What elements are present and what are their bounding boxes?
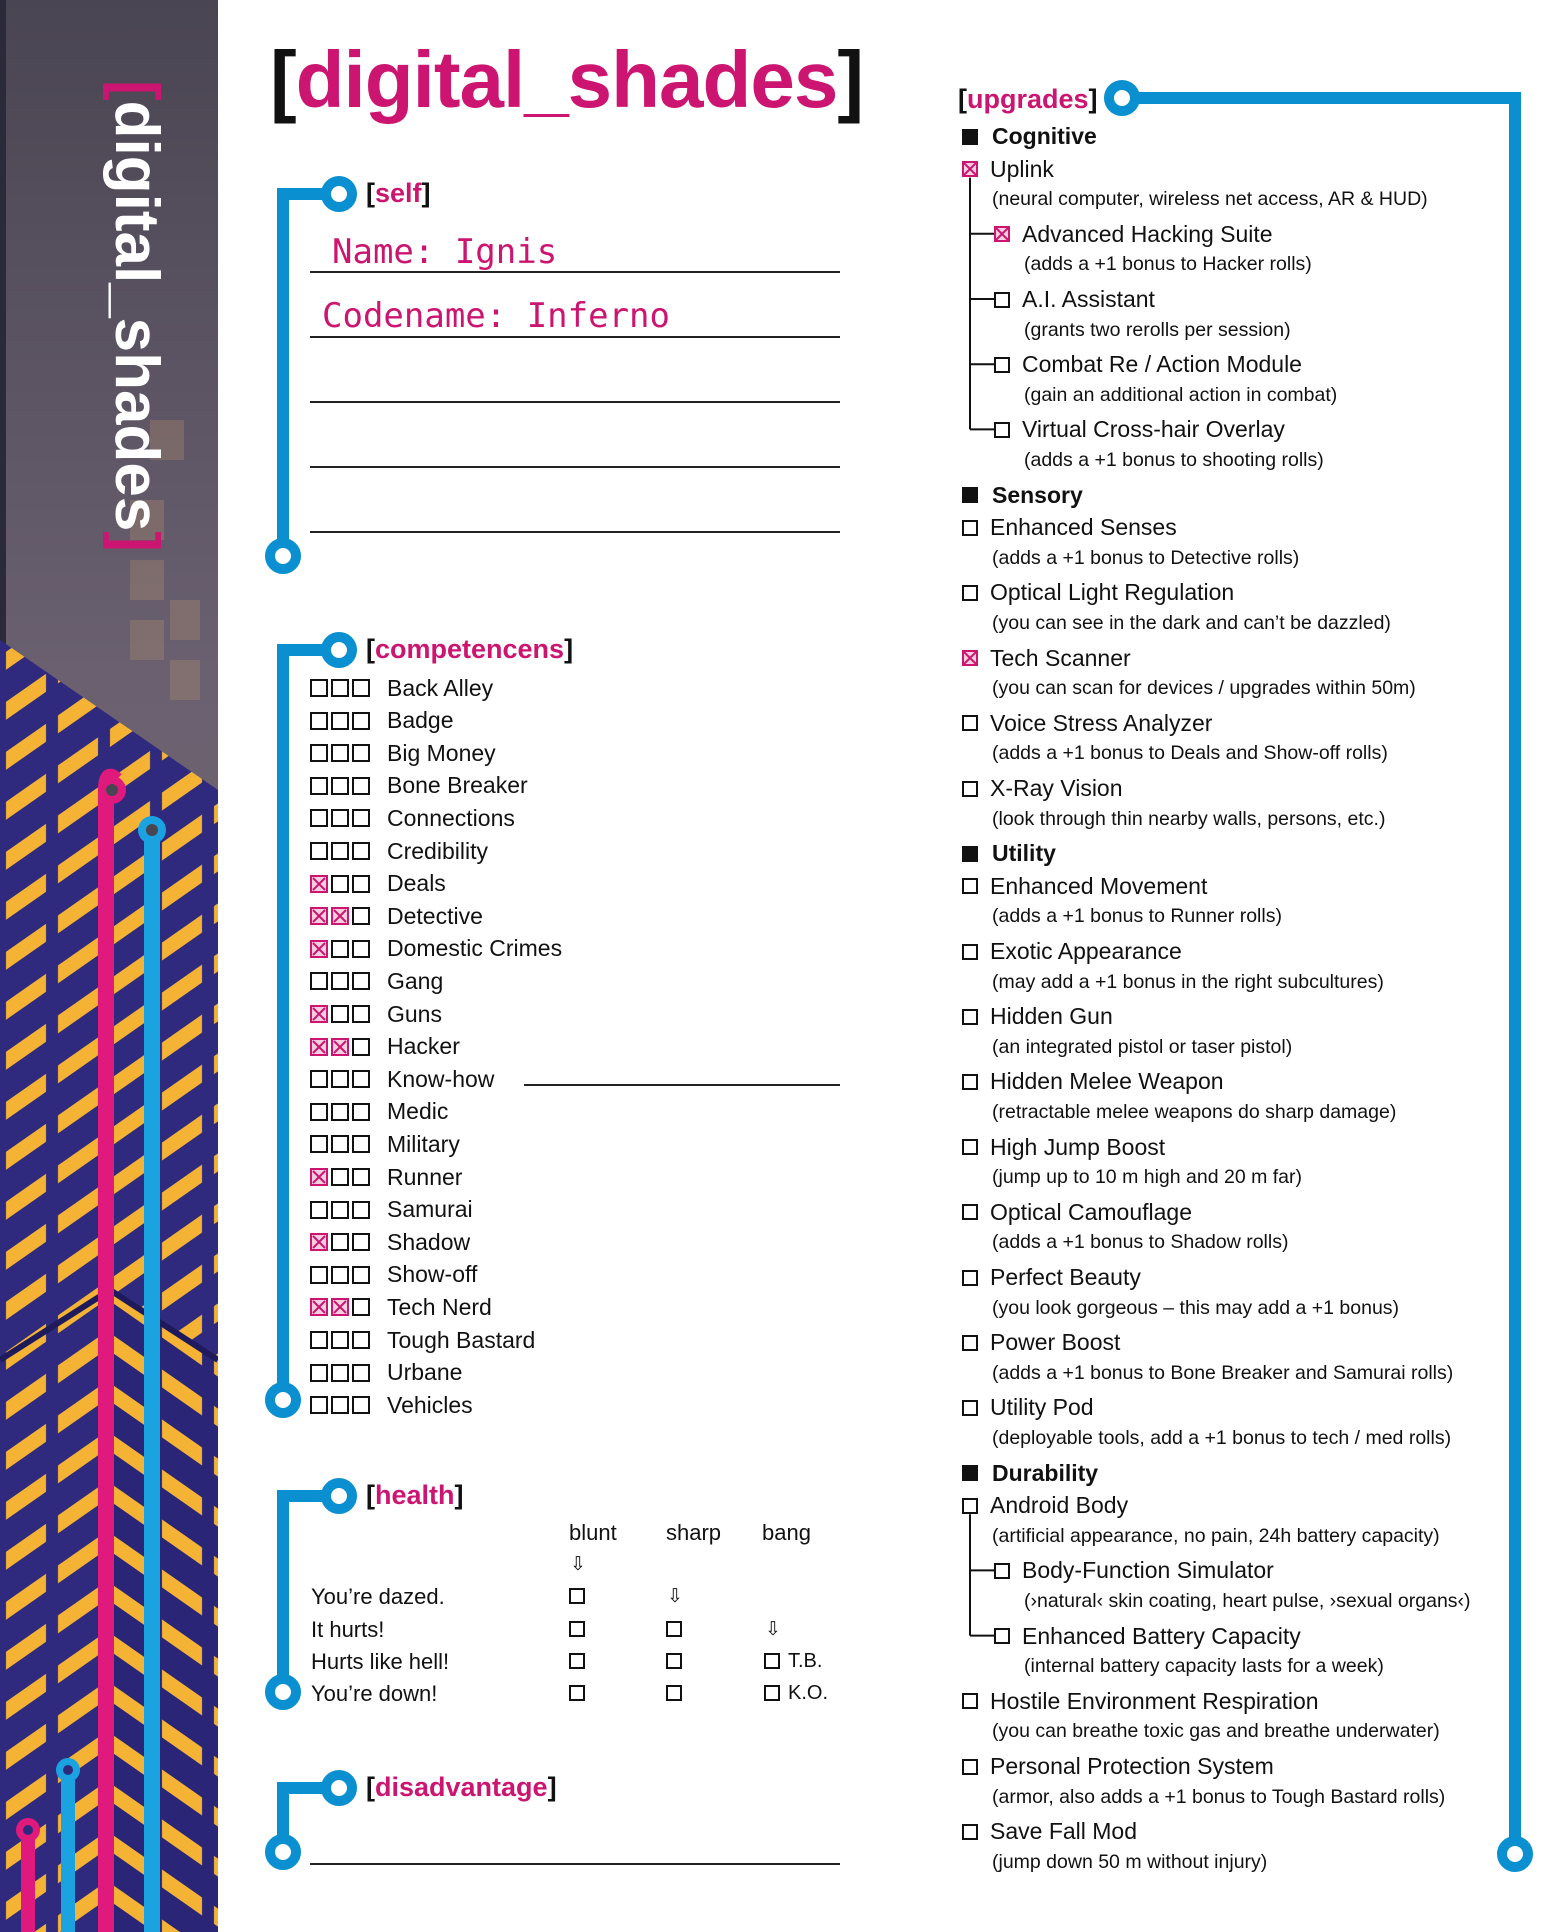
competence-label: Guns: [387, 1000, 442, 1027]
upgrade-label: Virtual Cross-hair Overlay: [1022, 416, 1285, 443]
upgrade-label: Optical Light Regulation: [990, 579, 1235, 606]
upgrade-label: Advanced Hacking Suite: [1022, 220, 1273, 247]
heading-bracket-open: [: [366, 1480, 375, 1510]
health-column-sharp: sharp: [666, 1520, 722, 1545]
upgrade-description: (grants two rerolls per session): [1024, 318, 1291, 341]
competence-label: Urbane: [387, 1359, 463, 1386]
upgrade-label: Voice Stress Analyzer: [990, 709, 1213, 736]
upgrade-description: (adds a +1 bonus to Deals and Show-off rolls): [992, 742, 1388, 765]
upgrade-description: (adds a +1 bonus to Shadow rolls): [992, 1231, 1289, 1254]
category-label: Sensory: [992, 481, 1083, 508]
upgrade-description: (adds a +1 bonus to Bone Breaker and Samurai rolls): [992, 1361, 1454, 1384]
upgrade-label: Combat Re / Action Module: [1022, 351, 1302, 378]
upgrade-label: Uplink: [990, 155, 1054, 182]
tb-label: T.B.: [788, 1650, 823, 1672]
down-arrow-icon: ⇩: [570, 1554, 586, 1575]
upgrade-label: Body-Function Simulator: [1022, 1557, 1274, 1584]
heading-bracket-open: [: [366, 634, 375, 664]
down-arrow-icon: ⇩: [667, 1586, 683, 1607]
upgrade-description: (an integrated pistol or taser pistol): [992, 1035, 1293, 1058]
heading-text: disadvantage: [375, 1772, 548, 1802]
upgrade-description: (look through thin nearby walls, persons, etc.): [992, 807, 1386, 830]
upgrade-description: (adds a +1 bonus to Runner rolls): [992, 905, 1282, 928]
competence-label: Military: [387, 1130, 460, 1157]
competence-label: Credibility: [387, 837, 488, 864]
heading-bracket-close: ]: [547, 1772, 557, 1802]
heading-bracket-close: ]: [564, 634, 574, 664]
upgrade-label: Hidden Melee Weapon: [990, 1068, 1224, 1095]
upgrade-label: Utility Pod: [990, 1394, 1094, 1421]
health-row-label: You’re dazed.: [311, 1584, 445, 1609]
competence-label: Domestic Crimes: [387, 935, 563, 962]
upgrade-label: Personal Protection System: [990, 1753, 1274, 1779]
competence-label: Shadow: [387, 1228, 471, 1255]
upgrade-label: Perfect Beauty: [990, 1264, 1141, 1290]
heading-text: self: [375, 178, 422, 208]
competence-label: Tough Bastard: [387, 1326, 536, 1353]
competence-label: Big Money: [387, 739, 496, 766]
upgrade-description: (may add a +1 bonus in the right subcultures): [992, 970, 1384, 993]
upgrade-description: (deployable tools, add a +1 bonus to tech / med rolls): [992, 1427, 1452, 1449]
category-label: Durability: [992, 1459, 1099, 1486]
competence-label: Know-how: [387, 1065, 495, 1092]
sidebar-title-title-open: [: [102, 80, 171, 101]
category-label: Cognitive: [992, 123, 1097, 149]
competence-label: Samurai: [387, 1196, 473, 1223]
upgrade-description: (you look gorgeous – this may add a +1 bonus): [992, 1296, 1400, 1319]
competence-label: Detective: [387, 902, 483, 929]
competence-label: Show-off: [387, 1261, 478, 1288]
upgrade-description: (you can scan for devices / upgrades within 50m): [992, 677, 1416, 700]
title-bracket-close: ]: [837, 35, 864, 124]
heading-text: upgrades: [967, 84, 1089, 114]
upgrade-description: (adds a +1 bonus to Hacker rolls): [1024, 253, 1312, 276]
competence-label: Connections: [387, 804, 515, 831]
upgrade-description: (armor, also adds a +1 bonus to Tough Bastard rolls): [992, 1785, 1446, 1808]
upgrade-description: (artificial appearance, no pain, 24h battery capacity): [992, 1524, 1440, 1547]
heading-bracket-open: [: [958, 84, 967, 114]
health-column-bang: bang: [762, 1520, 811, 1545]
upgrade-label: Android Body: [990, 1492, 1129, 1519]
competence-label: Badge: [387, 707, 454, 734]
upgrade-label: Save Fall Mod: [990, 1818, 1138, 1845]
upgrade-label: Enhanced Battery Capacity: [1022, 1622, 1301, 1649]
upgrade-description: (jump down 50 m without injury): [992, 1850, 1268, 1873]
down-arrow-icon: ⇩: [765, 1619, 781, 1640]
ko-label: K.O.: [788, 1682, 829, 1704]
upgrade-label: Exotic Appearance: [990, 938, 1182, 964]
upgrade-label: Enhanced Senses: [990, 514, 1177, 541]
upgrade-label: Tech Scanner: [990, 644, 1131, 671]
upgrade-description: (you can see in the dark and can’t be dazzled): [992, 612, 1391, 634]
competence-label: Tech Nerd: [387, 1293, 492, 1320]
upgrade-description: (gain an additional action in combat): [1024, 383, 1338, 406]
title-text: digital_shades: [295, 35, 838, 124]
upgrade-label: Power Boost: [990, 1329, 1121, 1356]
sidebar-title-title-close: ]: [102, 531, 171, 553]
upgrade-description: (adds a +1 bonus to shooting rolls): [1024, 449, 1324, 471]
upgrade-label: Hidden Gun: [990, 1003, 1113, 1030]
heading-text: competencens: [375, 634, 565, 664]
upgrade-description: (jump up to 10 m high and 20 m far): [992, 1166, 1302, 1189]
competence-label: Runner: [387, 1163, 463, 1190]
upgrade-description: (internal battery capacity lasts for a week): [1024, 1655, 1384, 1678]
upgrade-label: High Jump Boost: [990, 1133, 1166, 1160]
competence-label: Gang: [387, 967, 444, 994]
competence-label: Deals: [387, 870, 446, 897]
upgrade-description: (you can breathe toxic gas and breathe underwater): [992, 1720, 1440, 1743]
sidebar-title-title-text: digital_shades: [102, 100, 171, 532]
heading-bracket-close: ]: [454, 1480, 464, 1510]
upgrade-label: Enhanced Movement: [990, 872, 1208, 899]
competence-label: Back Alley: [387, 674, 494, 701]
upgrade-description: (adds a +1 bonus to Detective rolls): [992, 546, 1300, 569]
heading-bracket-open: [: [366, 1772, 375, 1802]
heading-bracket-close: ]: [421, 178, 431, 208]
upgrade-description: (›natural‹ skin coating, heart pulse, ›sexual organs‹): [1024, 1590, 1471, 1612]
codename-field[interactable]: Codename: Inferno: [322, 296, 670, 336]
competence-label: Medic: [387, 1098, 449, 1125]
category-label: Utility: [992, 840, 1056, 867]
heading-bracket-close: ]: [1088, 84, 1098, 114]
upgrade-label: Hostile Environment Respiration: [990, 1687, 1319, 1714]
upgrade-label: A.I. Assistant: [1022, 286, 1155, 312]
competence-label: Bone Breaker: [387, 772, 528, 799]
upgrade-description: (neural computer, wireless net access, AR & HUD): [992, 188, 1428, 211]
name-field[interactable]: Name: Ignis: [332, 232, 558, 272]
health-row-label: You’re down!: [311, 1681, 438, 1706]
competence-label: Vehicles: [387, 1391, 473, 1418]
competence-label: Hacker: [387, 1033, 460, 1060]
heading-text: health: [375, 1480, 455, 1510]
heading-bracket-open: [: [366, 178, 375, 208]
upgrade-description: (retractable melee weapons do sharp damage): [992, 1101, 1397, 1123]
title-bracket-open: [: [270, 35, 296, 124]
health-column-blunt: blunt: [569, 1520, 617, 1545]
health-row-label: It hurts!: [311, 1617, 385, 1642]
upgrade-label: Optical Camouflage: [990, 1198, 1192, 1225]
upgrade-label: X-Ray Vision: [990, 775, 1123, 801]
health-row-label: Hurts like hell!: [311, 1649, 450, 1674]
